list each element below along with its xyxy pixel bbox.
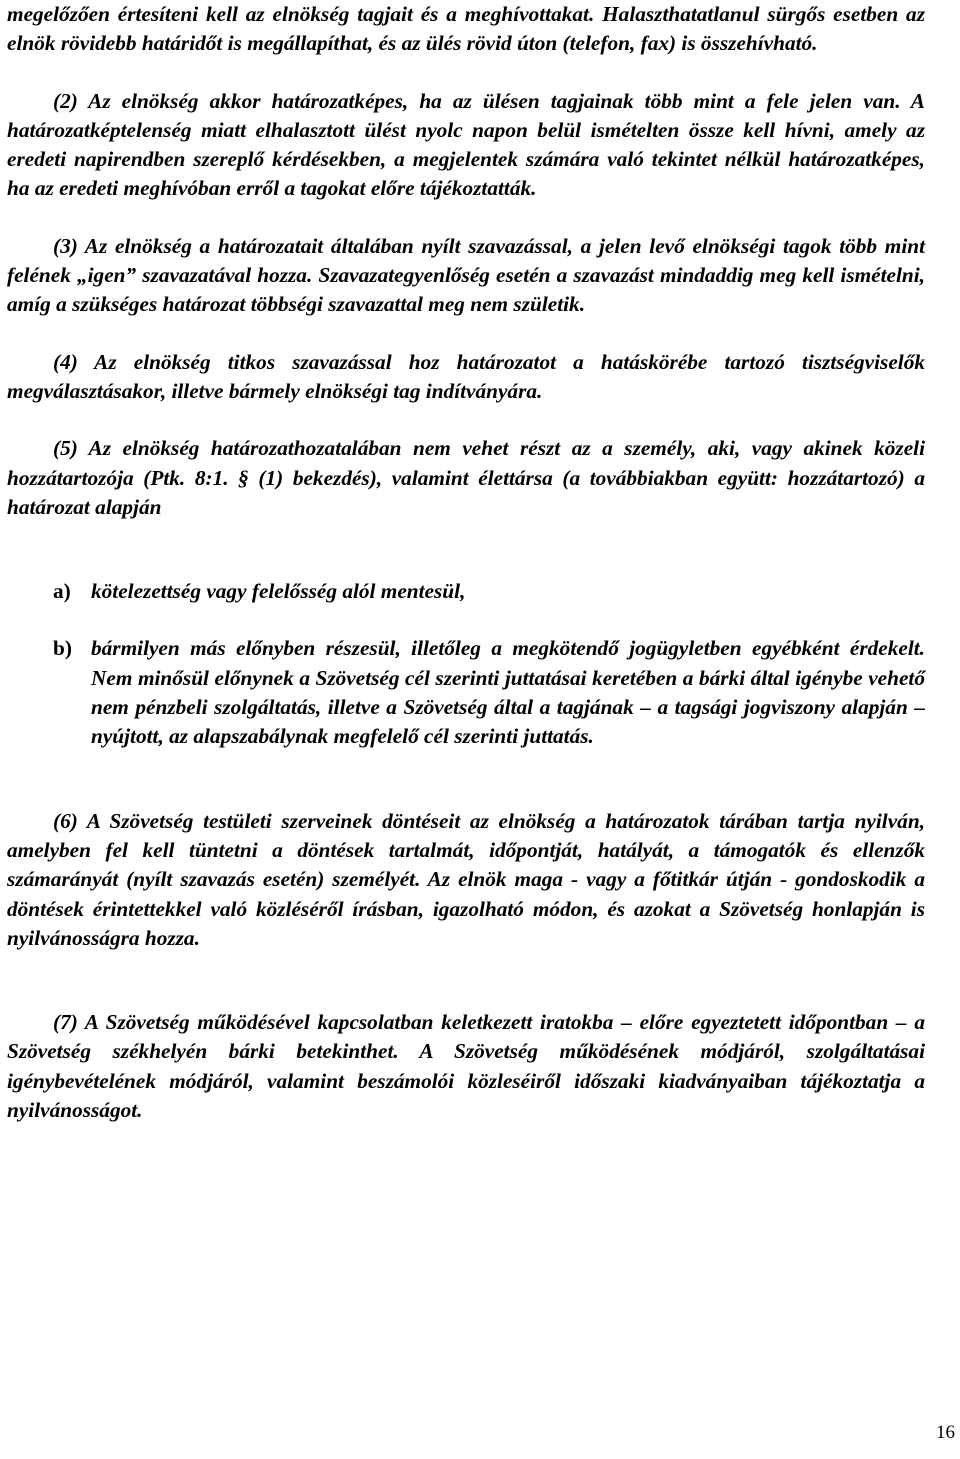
list-item-label: b) bbox=[53, 636, 72, 661]
paragraph-spacer bbox=[7, 780, 925, 807]
document-page bbox=[7, 0, 925, 1125]
page-number: 16 bbox=[936, 1422, 955, 1443]
paragraph-2: (2) Az elnökség akkor határozatképes, ha az ülésen tagjainak több mint a fele jelen van. A határozatképtelenség miatt elhalasztott ülést nyolc napon belül ismételten össze kell hívni, amely az eredeti napirendben szereplő kérdésekben, a megjelentek számára való tekintet nélkül határozatképes, ha az eredeti meghívóban erről a tagokat előre tájékoztatták. bbox=[7, 88, 925, 201]
paragraph-4: (4) Az elnökség titkos szavazással hoz határozatot a hatáskörébe tartozó tisztségviselők megválasztásakor, illetve bármely elnökségi tag indítványára. bbox=[7, 349, 925, 403]
paragraph-continuation: megelőzően értesíteni kell az elnökség tagjait és a meghívottakat. Halaszthatatlanul sürgős esetben az elnök rövidebb határidőt is megállapíthat, és az ülés rövid úton (telefon, fax) is összehívható. bbox=[7, 2, 925, 56]
list-item-text: kötelezettség vagy felelősség alól mentesül, bbox=[91, 579, 466, 604]
list-item-b bbox=[7, 634, 925, 751]
paragraph-spacer bbox=[7, 953, 925, 981]
list-item-text: bármilyen más előnyben részesül, illetőleg a megkötendő jogügyletben egyébként érdekelt. Nem minősül előnynek a Szövetség cél szerinti juttatásai keretében a bárki által igénybe vehető nem pénzbeli szolgáltatás, illetve a Szövetség által a tagjának – a tagsági jogviszony alapján – nyújtott, az alapszabálynak megfelelő cél szerinti juttatás. bbox=[91, 636, 925, 749]
paragraph-spacer bbox=[7, 752, 925, 780]
paragraph-spacer bbox=[7, 981, 925, 1008]
paragraph-spacer bbox=[7, 59, 925, 87]
paragraph-spacer bbox=[7, 522, 925, 550]
paragraph-3: (3) Az elnökség a határozatait általában nyílt szavazással, a jelen levő elnökségi tagok több mint felének „igen” szavazatával hozza. Szavazategyenlőség esetén a szavazást mindaddig meg kell ismételni, amíg a szükséges határozat többségi szavazattal meg nem születik. bbox=[7, 233, 925, 317]
paragraph-6: (6) A Szövetség testületi szerveinek döntéseit az elnökség a határozatok tárában tartja nyilván, amelyben fel kell tüntetni a döntések tartalmát, időpontját, hatályát, a támogatók és ellenzők számarányát (nyílt szavazás esetén) személyét. Az elnök maga - vagy a főtitkár útján - gondoskodik a döntések érintettekkel való közléséről írásban, igazolható módon, és azokat a Szövetség honlapján is nyilvánosságra hozza. bbox=[7, 808, 925, 950]
paragraph-7: (7) A Szövetség működésével kapcsolatban keletkezett iratokba – előre egyeztetett időpontban – a Szövetség székhelyén bárki betekinthet. A Szövetség működésének módjáról, szolgáltatásai igénybevételének módjáról, valamint beszámolói közleséiről időszaki kiadványaiban tájékoztatja a nyilvánosságot. bbox=[7, 1010, 925, 1123]
list-item-label: a) bbox=[53, 579, 71, 604]
paragraph-spacer bbox=[7, 320, 925, 348]
paragraph-5: (5) Az elnökség határozathozatalában nem vehet részt az a személy, aki, vagy akinek közeli hozzátartozója (Ptk. 8:1. § (1) bekezdés), valamint élettársa (a továbbiakban együtt: hozzátartozó) a határozat alapján bbox=[7, 436, 925, 519]
paragraph-spacer bbox=[7, 550, 925, 577]
paragraph-spacer bbox=[7, 406, 925, 434]
list-item-a bbox=[7, 577, 925, 606]
paragraph-spacer bbox=[7, 204, 925, 232]
paragraph-spacer bbox=[7, 606, 925, 634]
